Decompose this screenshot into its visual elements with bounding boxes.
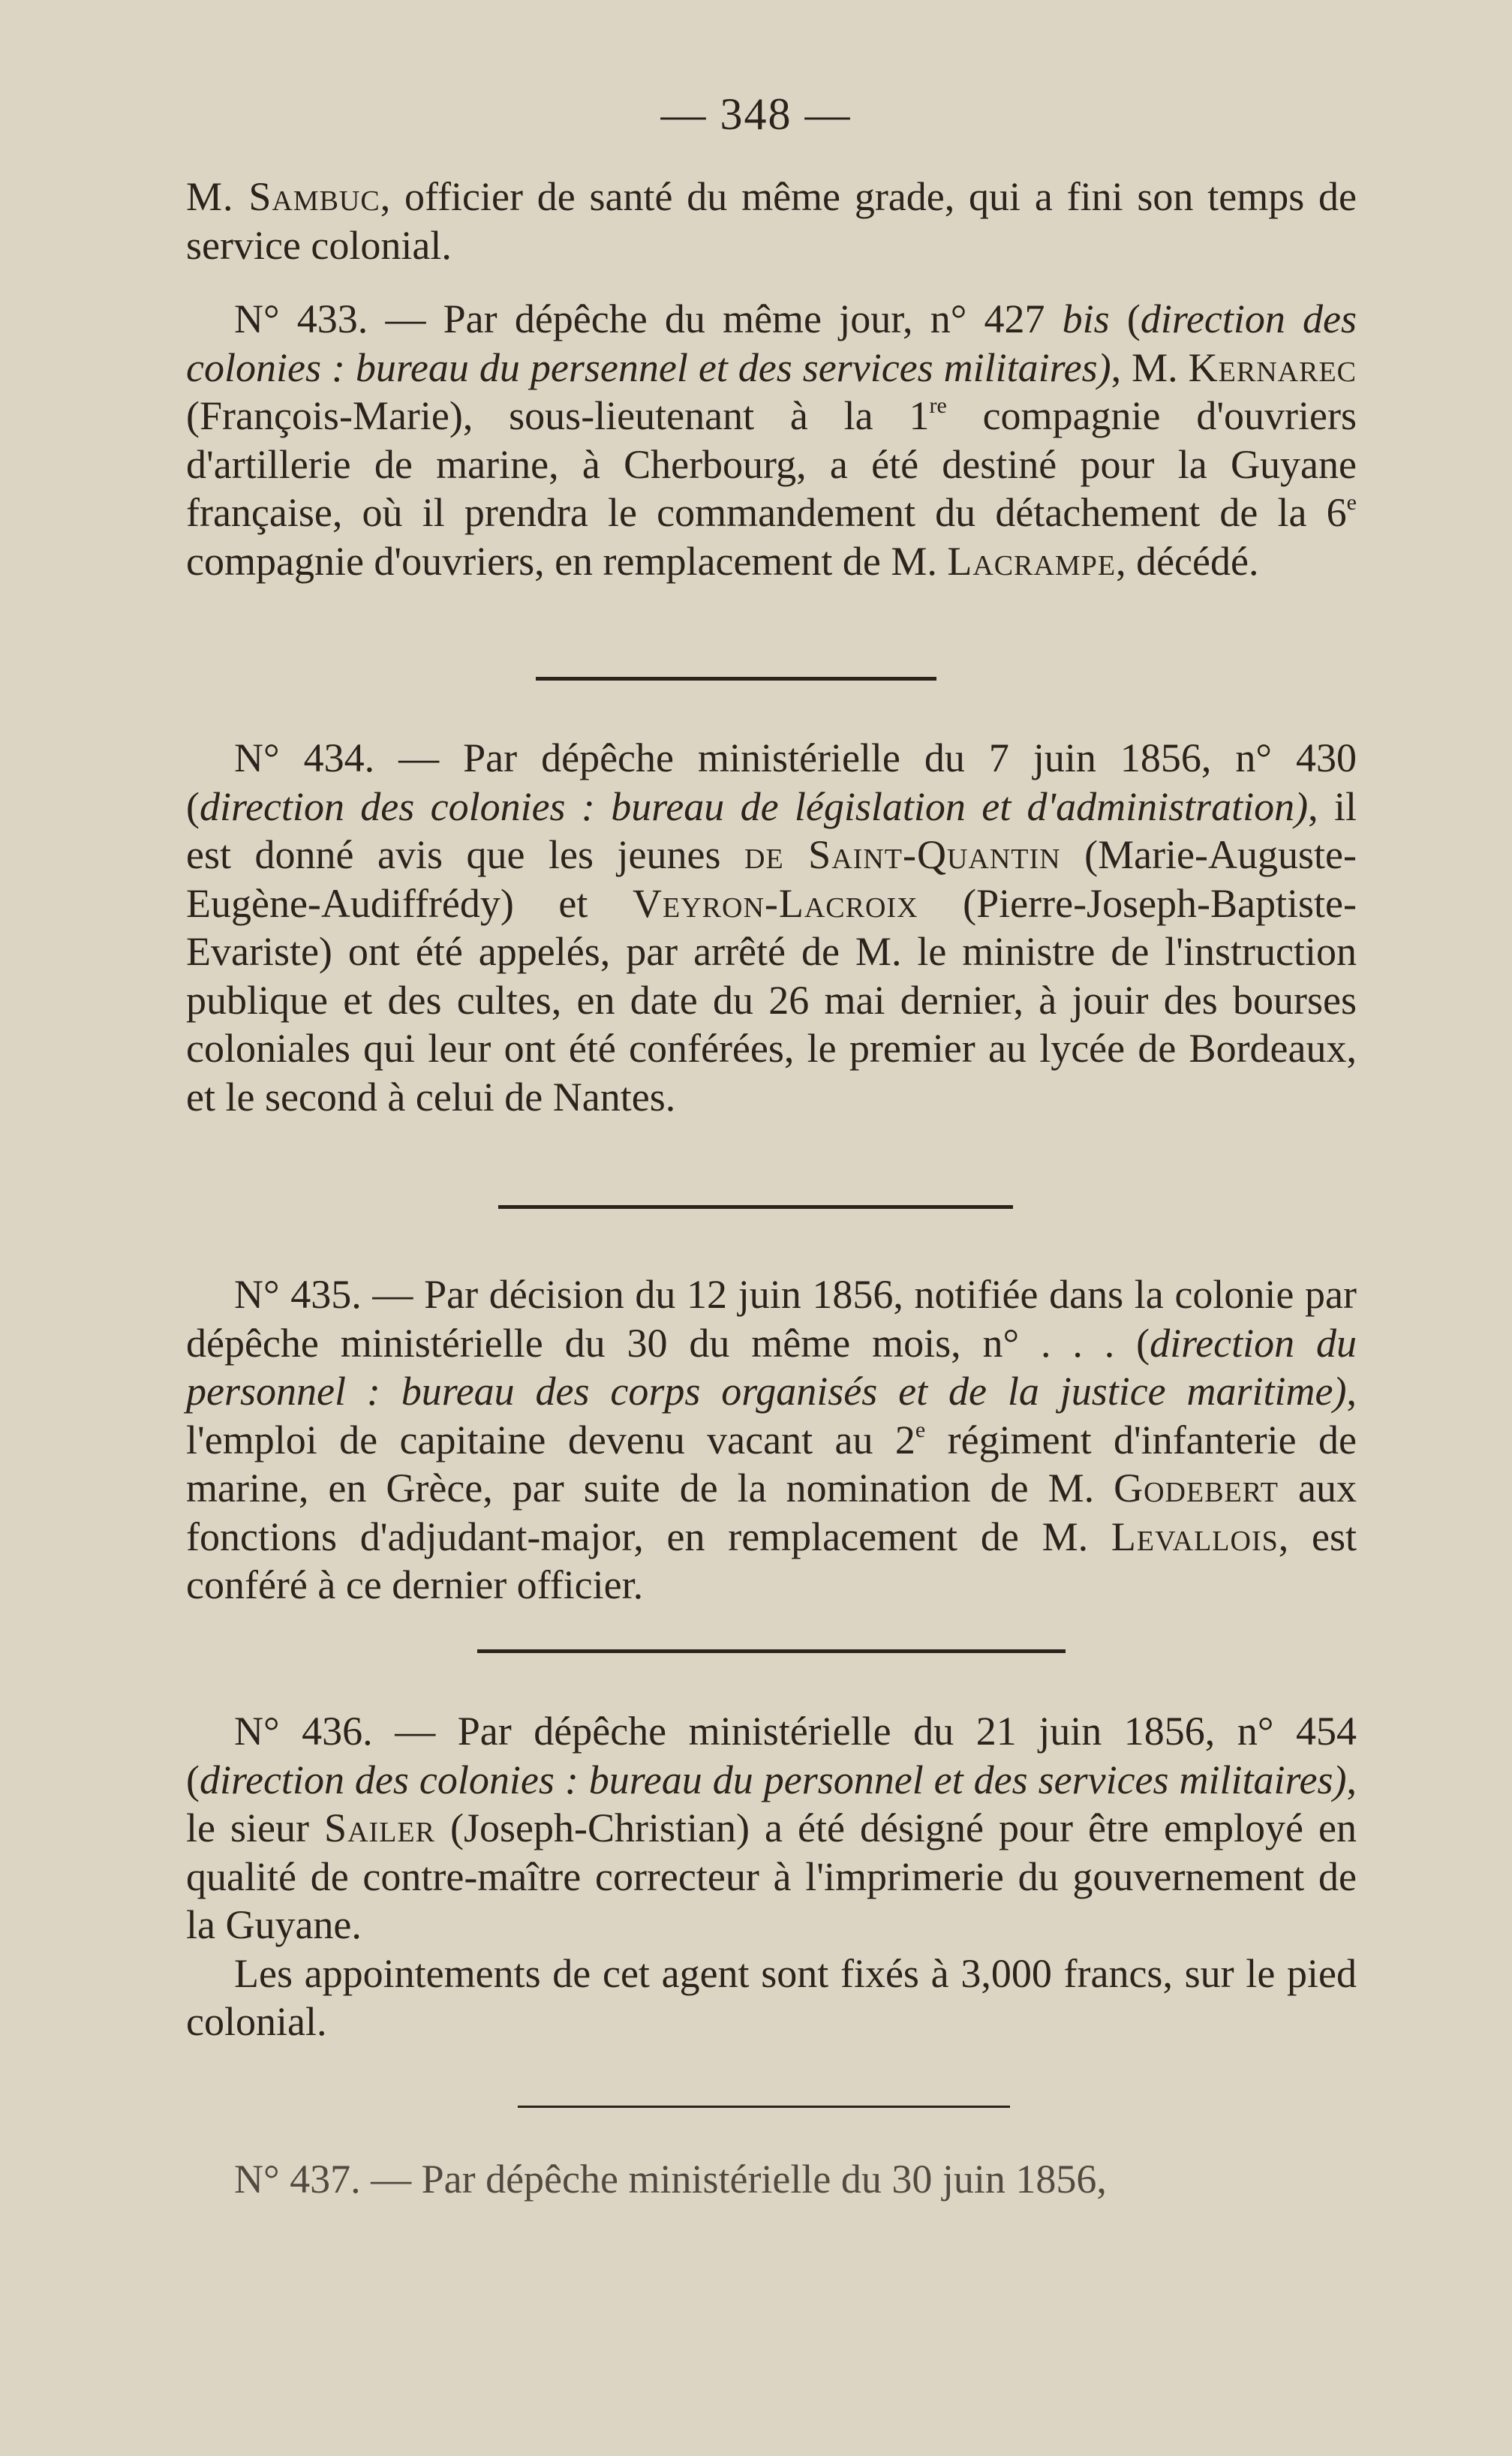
italic-run: direction des colonies : bureau du personnel et des services militaires) [199,1757,1347,1802]
entry-number: N° 436. [234,1709,373,1754]
entry-434 [186,734,1357,1121]
text-run: , M. [1111,344,1189,390]
entry-434-paragraph [186,734,1357,1121]
text-run: — Par dépêche ministérielle du 30 juin 1856, [360,2157,1107,2202]
person-name: M. Sambuc [186,174,380,219]
text-run: régiment d'infanterie de marine, en Grèce, par suite de la nomination de M. [186,1417,1357,1511]
italic-run: direction des colonies : bureau de législation et d'administration) [199,783,1309,829]
text-run: (Joseph-Christian) a été désigné pour être employé en qualité de contre-maître correcteur à l'imprimerie du gouvernement de la Guyane. [186,1805,1357,1947]
italic-run: direction des colonies : bureau du persennel et des services militaires) [186,296,1357,390]
superscript: e [1346,490,1357,515]
continuation-block [186,173,1357,269]
person-name: Godebert [1114,1465,1279,1511]
separator-rule [498,1205,1013,1209]
entry-433 [186,295,1357,585]
entry-437 [186,2155,1357,2204]
person-name: Sailer [324,1805,435,1850]
entry-436 [186,1707,1357,2046]
text-run: , est conféré à ce dernier officier. [186,1514,1357,1607]
entry-436-paragraph [186,1707,1357,1949]
person-name: Veyron-Lacroix [633,880,918,926]
text-run: — Par décision du 12 juin 1856, notifiée dans la colonie par dépêche ministérielle du 30 du même mois, n° . . . ( [186,1272,1357,1366]
text-run: , officier de santé du même grade, qui a fini son temps de service colonial. [186,174,1357,268]
person-name: Lacrampe [947,538,1117,584]
text-run: — Par dépêche du même jour, n° 427 [368,296,1063,341]
separator-rule [518,2106,1010,2108]
text-run: , le sieur [186,1757,1357,1850]
text-run: (Marie-Auguste-Eugène-Audiffrédy) et [186,832,1357,926]
text-run: (François-Marie), sous-lieutenant à la 1 [186,393,930,438]
entry-number: N° 437. [234,2157,361,2202]
entry-437-paragraph [186,2155,1357,2204]
text-run: ( [1109,296,1141,341]
entry-433-paragraph [186,295,1357,585]
superscript: e [915,1417,926,1442]
entry-number: N° 434. [234,735,375,780]
page-number: — 348 — [660,89,852,139]
person-name: de Saint-Quantin [744,832,1061,877]
entry-number: N° 433. [234,296,368,341]
separator-rule [477,1649,1066,1653]
text-run: , décédé. [1116,538,1259,584]
text-run: compagnie d'ouvriers, en remplacement de M. [186,538,948,584]
text-run: compagnie d'ouvriers d'artillerie de marine, à Cherbourg, a été destiné pour la Guyane française, où il prendra le commandement du détachement de la 6 [186,393,1357,535]
superscript: re [929,393,947,418]
text-run: — Par dépêche ministérielle du 7 juin 1856, n° 430 ( [186,735,1357,829]
continuation-paragraph [186,173,1357,269]
entry-436-paragraph-2: Les appointements de cet agent sont fixés à 3,000 francs, sur le pied colonial. [186,1950,1357,2044]
text-run: aux fonctions d'adjudant-major, en remplacement de M. [186,1465,1357,1559]
text-run: , l'emploi de capitaine devenu vacant au 2 [186,1369,1357,1462]
entry-435 [186,1270,1357,1610]
italic-run: bis [1062,296,1110,341]
person-name: Kernarec [1188,344,1357,390]
italic-run: direction du personnel : bureau des corps organisés et de la justice maritime) [186,1320,1357,1414]
person-name: Levallois [1111,1514,1279,1559]
entry-435-paragraph [186,1270,1357,1610]
text-run: (Pierre-Joseph-Baptiste-Evariste) ont été appelés, par arrêté de M. le ministre de l'instruction publique et des cultes, en date du 26 mai dernier, à jouir des bourses coloniales qui leur ont été conférées, le premier au lycée de Bordeaux, et le second à celui de Nantes. [186,880,1357,1120]
separator-rule [536,677,936,681]
text-run: , il est donné avis que les jeunes [186,783,1357,877]
text-run: — Par dépêche ministérielle du 21 juin 1856, n° 454 ( [186,1709,1357,1802]
entry-number: N° 435. [234,1272,362,1317]
